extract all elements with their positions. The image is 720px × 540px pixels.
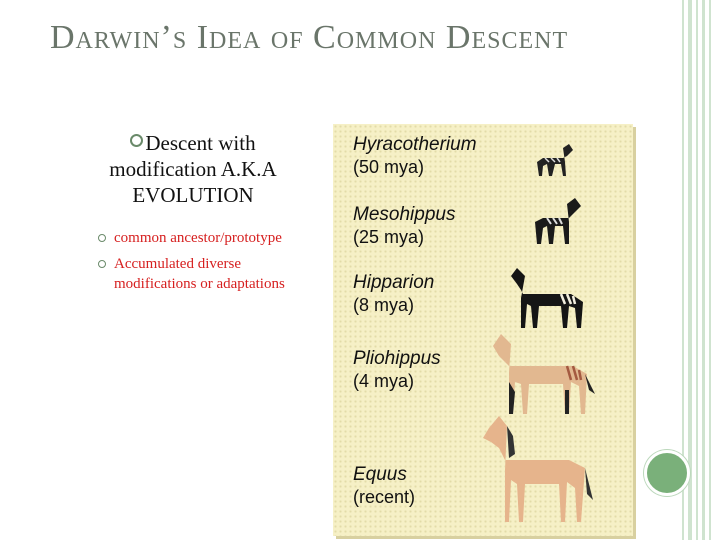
equus-illustration: [481, 414, 601, 526]
sub-bullet-list: [96, 228, 308, 294]
decorative-circle: [644, 450, 690, 496]
sub-bullet: Accumulated diverse modifications or adaptations: [96, 254, 308, 294]
species-label: Equus (recent): [353, 464, 416, 507]
hipparion-illustration: [509, 264, 591, 332]
main-bullet-text: Descent with modification A.K.A EVOLUTION: [109, 131, 277, 207]
bullet-icon: [98, 260, 106, 268]
sub-bullet: common ancestor/prototype: [96, 228, 308, 248]
species-label: Hyracotherium (50 mya): [353, 134, 477, 177]
species-label: Pliohippus (4 mya): [353, 348, 441, 391]
species-label: Hipparion (8 mya): [353, 272, 435, 315]
mesohippus-illustration: [529, 196, 585, 248]
slide-title: Darwin’s Idea of Common Descent: [50, 19, 569, 56]
pliohippus-illustration: [489, 330, 601, 418]
species-label: Mesohippus (25 mya): [353, 204, 456, 247]
bullet-list: [78, 130, 308, 300]
main-bullet: [78, 130, 308, 208]
bullet-icon: [130, 134, 143, 147]
hyracotherium-illustration: [533, 142, 577, 180]
horse-evolution-figure: [333, 124, 633, 536]
bullet-icon: [98, 234, 106, 242]
